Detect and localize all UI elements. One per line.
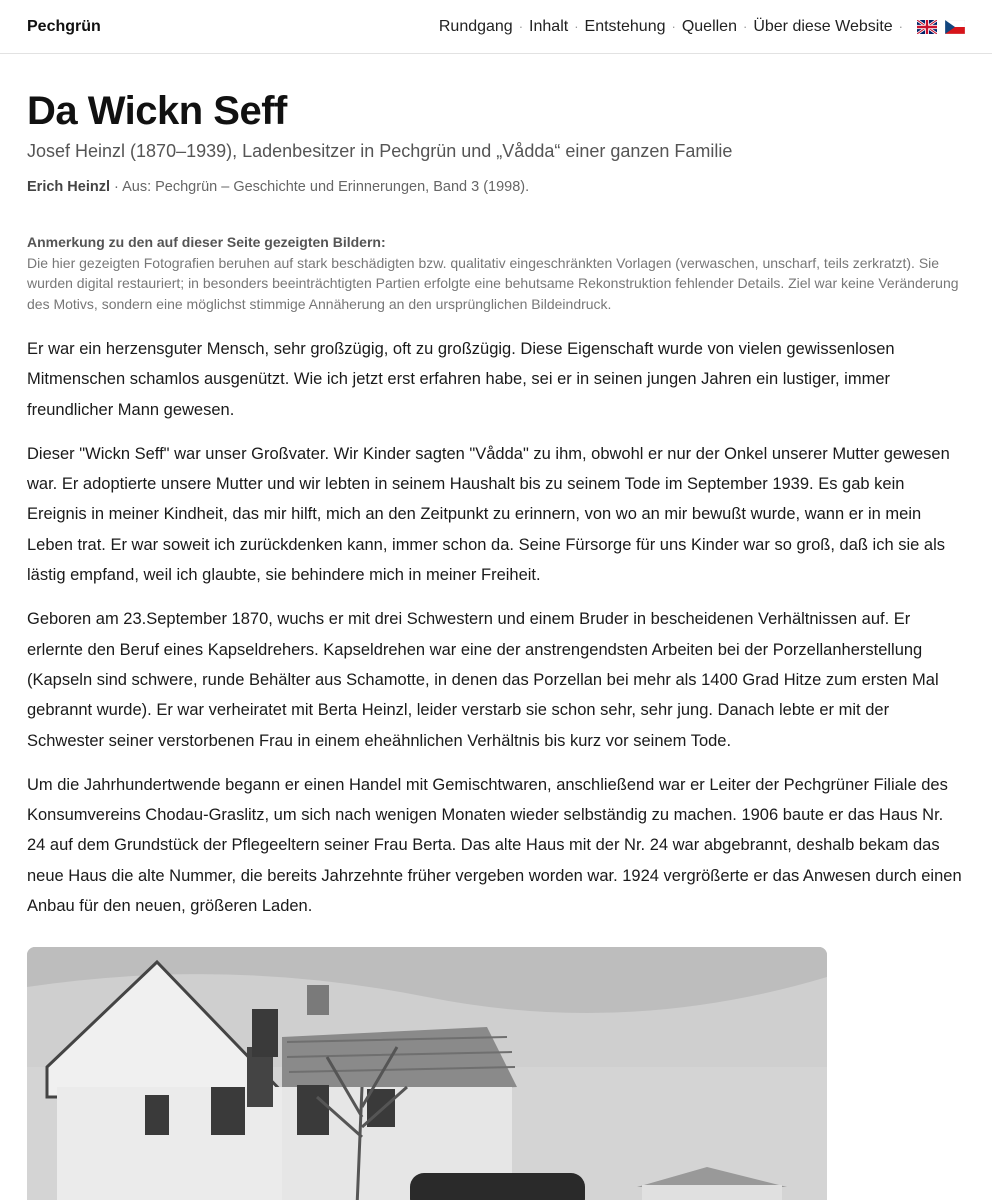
nav-separator: · (574, 19, 579, 34)
nav-separator: · (742, 19, 748, 34)
paragraph: Geboren am 23.September 1870, wuchs er mit drei Schwestern und einem Bruder in bescheidenen Verhältnissen auf. Er erlernte den Beruf eines Kapseldrehers. Kapseldrehen war eine der anstrengendsten Arbeiten bei der Porzellanherstellung (Kapseln sind schwere, runde Behälter aus Schamotte, in denen das Porzellan bei mehr als 1400 Grad Hitze zum ersten Mal gebrannt wurde). Er war verheiratet mit Berta Heinzl, leider verstarb sie schon sehr, sehr jung. Danach lebte er mit der Schwester seiner verstorbenen Frau in einem eheähnlichen Verhältnis bis kurz vor seinem Tode. (27, 610, 939, 750)
image-note-text: Die hier gezeigten Fotografien beruhen auf stark beschädigten bzw. qualitativ eingeschränkten Vorlagen (verwaschen, unscharf, teils zerkratzt). Sie wurden digital restauriert; in besonders beeinträchtigten Partien erfolgte eine behutsame Rekonstruktion fehlender Details. Ziel war keine Veränderung des Motivs, sondern eine möglichst stimmige Annäherung an den ursprünglichen Bildeindruck. (27, 254, 959, 312)
page-title: Da Wickn Seff (27, 89, 287, 133)
house-photo[interactable] (27, 947, 827, 1200)
czech-flag-icon[interactable] (945, 20, 965, 34)
nav-separator: · (518, 19, 524, 34)
author-name: Erich Heinzl (27, 179, 110, 195)
nav-entstehung[interactable]: Entstehung (584, 17, 666, 35)
paragraph: Um die Jahrhundertwende begann er einen Handel mit Gemischtwaren, anschließend war er Leiter der Pechgrüner Filiale des Konsumvereins Chodau-Graslitz, um sich nach wenigen Monaten wieder selbständig zu machen. 1906 baute er das Haus Nr. 24 auf dem Grundstück der Pflegeeltern seiner Frau Berta. Das alte Haus mit der Nr. 24 war abgebrannt, deshalb bekam das neue Haus die alte Nummer, die bereits Jahrzehnte früher vergeben worden war. 1924 vergrößerte er das Anwesen durch einen Anbau für den neuen, größeren Laden. (27, 775, 962, 916)
nav-separator: · (898, 19, 903, 34)
nav-quellen[interactable]: Quellen (681, 17, 737, 35)
uk-flag-icon[interactable] (917, 20, 937, 34)
nav-inhalt[interactable]: Inhalt (529, 17, 569, 35)
image-note (27, 232, 965, 314)
article-main (0, 87, 992, 1200)
article-body (27, 334, 965, 921)
top-bar (0, 0, 992, 54)
nav-ueber[interactable]: Über diese Website (753, 17, 893, 35)
paragraph: Dieser "Wickn Seff" war unser Großvater. Wir Kinder sagten "Vådda" zu ihm, obwohl er nur der Onkel unserer Mutter gewesen war. Er adoptierte unsere Mutter und wir lebten in seinem Haushalt bis zu seinem Tode im September 1939. Es gab kein Ereignis in meiner Kindheit, das mir hilft, mich an den Zeitpunkt zu erinnern, von wo an mir bewußt wurde, wann er in mein Leben trat. Er war soweit ich zurückdenken kann, immer schon da. Seine Fürsorge für uns Kinder war so groß, daß ich sie als lästig empfand, weil ich glaubte, sie behindere mich in meiner Freiheit. (27, 444, 950, 585)
nav-rundgang[interactable]: Rundgang (438, 17, 513, 35)
source-reference: · Aus: Pechgrün – Geschichte und Erinnerungen, Band 3 (1998). (114, 179, 530, 195)
image-note-heading: Anmerkung zu den auf dieser Seite gezeigten Bildern: (27, 234, 386, 250)
byline (27, 179, 965, 195)
paragraph: Er war ein herzensguter Mensch, sehr großzügig, oft zu großzügig. Diese Eigenschaft wurde von vielen gewissenlosen Mitmenschen schamlos ausgenützt. Wie ich jetzt erst erfahren habe, sei er in seinen jungen Jahren ein lustiger, immer freundlicher Mann gewesen. (27, 340, 895, 419)
main-nav (439, 18, 965, 36)
page-subtitle: Josef Heinzl (1870–1939), Ladenbesitzer in Pechgrün und „Vådda“ einer ganzen Familie (27, 141, 733, 161)
nav-separator: · (671, 19, 676, 34)
brand-link[interactable]: Pechgrün (27, 17, 101, 35)
